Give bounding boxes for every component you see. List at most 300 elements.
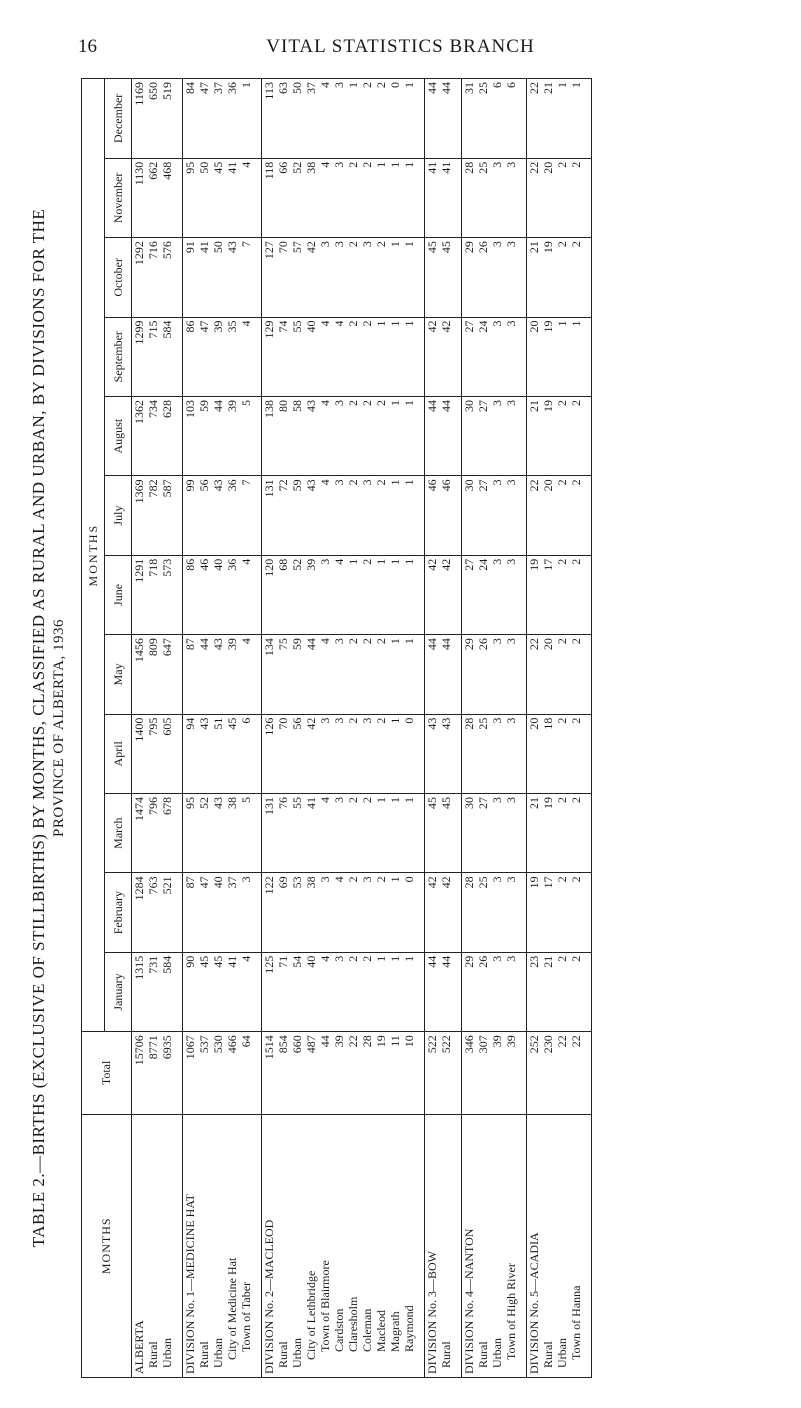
value: 3: [239, 876, 253, 883]
group-spacer: [416, 241, 424, 313]
group-spacer: [583, 1035, 591, 1110]
value: 10: [402, 1035, 416, 1048]
value: 1: [402, 82, 416, 88]
value: 2: [569, 241, 583, 248]
value: 734: [146, 399, 160, 418]
value: 75: [276, 638, 290, 651]
group-spacer: [583, 400, 591, 472]
value: 118: [262, 161, 276, 180]
group-spacer: [174, 479, 182, 551]
group-spacer: [583, 797, 591, 869]
value: 19: [527, 558, 541, 571]
value: 19: [541, 320, 555, 333]
value: 678: [160, 796, 174, 815]
month-cell: [462, 555, 527, 634]
value: 131: [262, 479, 276, 498]
value: 42: [304, 717, 318, 730]
value: 2: [360, 161, 374, 168]
month-cell: [262, 635, 425, 714]
value: 43: [425, 717, 439, 730]
group-spacer: [253, 797, 261, 869]
month-cell: [462, 238, 527, 317]
value: 1299: [132, 320, 146, 345]
value: 11: [388, 1035, 402, 1047]
row-label: DIVISION No. 3—BOW: [425, 1251, 439, 1374]
group-spacer: [174, 321, 182, 393]
value: 2: [346, 796, 360, 803]
value: 80: [276, 399, 290, 412]
value: 51: [211, 717, 225, 730]
value: 42: [439, 876, 453, 889]
value: 1: [402, 955, 416, 962]
value: 39: [225, 399, 239, 412]
value: 74: [276, 320, 290, 333]
group-spacer: [416, 559, 424, 631]
value: 125: [262, 955, 276, 974]
value: 3: [332, 717, 346, 724]
value: 1: [374, 955, 388, 962]
month-cell: [527, 396, 592, 475]
row-labels-cell: [183, 1114, 262, 1377]
group-spacer: [253, 400, 261, 472]
value: 45: [211, 955, 225, 968]
group-spacer: [453, 1035, 461, 1110]
value: 3: [332, 399, 346, 406]
value: 2: [346, 479, 360, 486]
group-spacer: [453, 241, 461, 313]
value: 29: [462, 955, 476, 968]
value: 5: [239, 796, 253, 803]
value: 38: [304, 876, 318, 889]
value: 2: [346, 320, 360, 327]
month-cell: [462, 317, 527, 396]
value: 55: [290, 796, 304, 809]
value: 587: [160, 479, 174, 498]
value: 22: [527, 479, 541, 492]
value: 131: [262, 796, 276, 815]
group-spacer: [416, 82, 424, 155]
value: 1: [388, 796, 402, 803]
row-labels-cell: [527, 1114, 592, 1377]
month-cell: [425, 158, 462, 237]
value: 25: [476, 876, 490, 889]
value: 2: [555, 161, 569, 168]
total-cell: [462, 1032, 527, 1114]
value: 3: [318, 241, 332, 248]
value: 29: [462, 638, 476, 651]
value: 1292: [132, 241, 146, 266]
month-cell: [262, 396, 425, 475]
value: 19: [374, 1035, 388, 1048]
value: 44: [425, 399, 439, 412]
value: 6: [490, 82, 504, 88]
group-spacer: [416, 400, 424, 472]
group-spacer: [253, 956, 261, 1028]
group-spacer: [174, 797, 182, 869]
group-spacer: [453, 876, 461, 948]
value: 7: [239, 241, 253, 248]
month-cell: [462, 396, 527, 475]
rotated-table-page: [25, 78, 725, 1378]
value: 20: [541, 479, 555, 492]
value: 37: [304, 82, 318, 94]
group-spacer: [253, 876, 261, 948]
row-label: Claresholm: [346, 1296, 360, 1352]
value: 59: [290, 638, 304, 651]
value: 44: [439, 399, 453, 412]
value: 44: [425, 955, 439, 968]
value: 39: [504, 1035, 518, 1048]
group-spacer: [518, 400, 526, 472]
value: 2: [374, 638, 388, 645]
value: 19: [541, 241, 555, 254]
value: 1: [388, 558, 402, 565]
value: 2: [555, 399, 569, 406]
value: 138: [262, 399, 276, 418]
value: 3: [332, 241, 346, 248]
value: 2: [555, 717, 569, 724]
month-header: February: [105, 873, 132, 952]
value: 584: [160, 320, 174, 339]
value: 4: [239, 320, 253, 327]
row-labels-cell: [132, 1114, 183, 1377]
value: 19: [541, 399, 555, 412]
value: 63: [276, 82, 290, 94]
value: 45: [197, 955, 211, 968]
value: 36: [225, 558, 239, 571]
value: 2: [374, 717, 388, 724]
month-header: May: [105, 635, 132, 714]
value: 1: [374, 558, 388, 565]
month-cell: [425, 952, 462, 1031]
row-label: Rural: [197, 1341, 211, 1368]
total-header: Total: [82, 1032, 132, 1114]
month-cell: [527, 158, 592, 237]
group-spacer: [453, 638, 461, 710]
value: 854: [276, 1035, 290, 1054]
row-label: DIVISION No. 1—MEDICINE HAT: [183, 1194, 197, 1374]
value: 2: [569, 955, 583, 962]
month-cell: [262, 714, 425, 793]
value: 3: [504, 399, 518, 406]
month-cell: [262, 793, 425, 872]
value: 537: [197, 1035, 211, 1054]
month-cell: [183, 555, 262, 634]
value: 2: [555, 479, 569, 486]
row-label: DIVISION No. 4—NANTON: [462, 1228, 476, 1374]
value: 58: [290, 399, 304, 412]
value: 30: [462, 479, 476, 492]
month-cell: [462, 873, 527, 952]
value: 3: [318, 717, 332, 724]
value: 64: [239, 1035, 253, 1048]
value: 19: [541, 796, 555, 809]
row-label: Urban: [211, 1338, 225, 1368]
value: 3: [504, 320, 518, 327]
month-cell: [425, 714, 462, 793]
value: 468: [160, 161, 174, 180]
table-title: TABLE 2.—BIRTHS (EXCLUSIVE OF STILLBIRTHS) BY MONTHS, CLASSIFIED AS RURAL AND URBAN, BY DIVISIONS FOR THE: [29, 208, 48, 1248]
group-spacer: [518, 82, 526, 155]
value: 35: [225, 320, 239, 333]
value: 1: [402, 479, 416, 486]
value: 3: [360, 876, 374, 883]
value: 87: [183, 876, 197, 889]
value: 4: [318, 955, 332, 962]
value: 27: [476, 796, 490, 809]
table-subtitle: PROVINCE OF ALBERTA, 1936: [51, 619, 67, 837]
value: 44: [439, 955, 453, 968]
group-spacer: [416, 162, 424, 234]
value: 44: [197, 638, 211, 651]
month-cell: [462, 79, 527, 159]
value: 2: [555, 558, 569, 565]
month-header: October: [105, 238, 132, 317]
value: 44: [439, 82, 453, 94]
value: 43: [211, 796, 225, 809]
value: 2: [569, 717, 583, 724]
value: 3: [490, 638, 504, 645]
group-spacer: [253, 162, 261, 234]
value: 46: [439, 479, 453, 492]
value: 22: [569, 1035, 583, 1048]
group-spacer: [174, 82, 182, 155]
value: 30: [462, 796, 476, 809]
table-row-group: [183, 79, 262, 1378]
value: 796: [146, 796, 160, 815]
month-cell: [462, 476, 527, 555]
value: 41: [439, 161, 453, 174]
value: 4: [318, 638, 332, 645]
group-spacer: [453, 479, 461, 551]
value: 31: [462, 82, 476, 94]
value: 45: [225, 717, 239, 730]
value: 3: [504, 717, 518, 724]
row-label: City of Medicine Hat: [225, 1257, 239, 1360]
value: 2: [374, 876, 388, 883]
value: 466: [225, 1035, 239, 1054]
value: 50: [290, 82, 304, 94]
value: 95: [183, 796, 197, 809]
value: 3: [360, 241, 374, 248]
month-header: June: [105, 555, 132, 634]
value: 24: [476, 320, 490, 333]
value: 2: [346, 955, 360, 962]
value: 3: [490, 241, 504, 248]
value: 1: [402, 796, 416, 803]
value: 22: [527, 161, 541, 174]
value: 50: [211, 241, 225, 254]
value: 1: [388, 479, 402, 486]
value: 731: [146, 955, 160, 974]
value: 1: [388, 241, 402, 248]
value: 41: [225, 161, 239, 174]
month-cell: [462, 714, 527, 793]
value: 17: [541, 876, 555, 889]
month-header: August: [105, 396, 132, 475]
row-label: DIVISION No. 2—MACLEOD: [262, 1219, 276, 1374]
value: 647: [160, 638, 174, 657]
value: 66: [276, 161, 290, 174]
table-row-group: [425, 79, 462, 1378]
value: 1: [388, 161, 402, 168]
group-spacer: [518, 876, 526, 948]
group-spacer: [253, 1118, 261, 1374]
group-spacer: [583, 876, 591, 948]
row-label: Rural: [541, 1341, 555, 1368]
value: 21: [541, 955, 555, 968]
value: 43: [439, 717, 453, 730]
group-spacer: [453, 559, 461, 631]
value: 3: [360, 717, 374, 724]
month-cell: [462, 158, 527, 237]
value: 42: [425, 320, 439, 333]
value: 25: [476, 161, 490, 174]
value: 3: [490, 479, 504, 486]
value: 2: [569, 479, 583, 486]
group-spacer: [453, 718, 461, 790]
value: 1: [402, 638, 416, 645]
value: 1: [402, 161, 416, 168]
value: 1130: [132, 161, 146, 186]
month-cell: [425, 317, 462, 396]
month-cell: [183, 952, 262, 1031]
month-cell: [132, 714, 183, 793]
value: 3: [504, 796, 518, 803]
value: 2: [569, 161, 583, 168]
value: 662: [146, 161, 160, 180]
row-labels-cell: [462, 1114, 527, 1377]
row-label: Rural: [476, 1341, 490, 1368]
value: 2: [346, 161, 360, 168]
value: 40: [211, 876, 225, 889]
value: 21: [527, 241, 541, 254]
value: 42: [425, 558, 439, 571]
month-cell: [262, 238, 425, 317]
value: 122: [262, 876, 276, 895]
row-label: Town of Blairmore: [318, 1260, 332, 1352]
group-spacer: [416, 1118, 424, 1374]
month-cell: [527, 555, 592, 634]
row-label: ALBERTA: [132, 1320, 146, 1374]
value: 20: [541, 161, 555, 174]
value: 2: [569, 399, 583, 406]
value: 86: [183, 320, 197, 333]
value: 45: [439, 241, 453, 254]
month-cell: [527, 317, 592, 396]
row-label: Town of Taber: [239, 1281, 253, 1352]
value: 68: [276, 558, 290, 571]
value: 3: [332, 638, 346, 645]
value: 2: [555, 796, 569, 803]
group-spacer: [583, 638, 591, 710]
month-header: November: [105, 158, 132, 237]
value: 22: [527, 638, 541, 651]
month-cell: [262, 952, 425, 1031]
group-spacer: [253, 1035, 261, 1110]
value: 4: [318, 320, 332, 327]
value: 17: [541, 558, 555, 571]
value: 55: [290, 320, 304, 333]
row-label: Urban: [160, 1338, 174, 1368]
group-spacer: [518, 718, 526, 790]
value: 72: [276, 479, 290, 492]
month-cell: [262, 476, 425, 555]
month-cell: [132, 635, 183, 714]
value: 1284: [132, 876, 146, 901]
value: 47: [197, 320, 211, 333]
value: 1: [346, 82, 360, 88]
value: 650: [146, 82, 160, 100]
value: 2: [360, 320, 374, 327]
value: 44: [425, 82, 439, 94]
value: 3: [490, 161, 504, 168]
value: 27: [462, 558, 476, 571]
value: 40: [304, 955, 318, 968]
value: 2: [555, 955, 569, 962]
group-spacer: [583, 718, 591, 790]
value: 487: [304, 1035, 318, 1054]
row-label: DIVISION No. 5—ACADIA: [527, 1232, 541, 1374]
value: 129: [262, 320, 276, 339]
value: 2: [346, 717, 360, 724]
group-spacer: [518, 321, 526, 393]
group-spacer: [518, 1035, 526, 1110]
value: 3: [490, 876, 504, 883]
value: 59: [290, 479, 304, 492]
value: 0: [388, 82, 402, 88]
value: 44: [439, 638, 453, 651]
value: 39: [332, 1035, 346, 1048]
value: 22: [346, 1035, 360, 1048]
value: 28: [462, 876, 476, 889]
month-header: January: [105, 952, 132, 1031]
group-spacer: [253, 241, 261, 313]
value: 4: [239, 638, 253, 645]
value: 45: [211, 161, 225, 174]
month-cell: [132, 555, 183, 634]
value: 29: [462, 241, 476, 254]
value: 2: [555, 638, 569, 645]
value: 36: [225, 479, 239, 492]
value: 1315: [132, 955, 146, 980]
value: 23: [527, 955, 541, 968]
value: 18: [541, 717, 555, 730]
group-spacer: [174, 638, 182, 710]
group-spacer: [453, 400, 461, 472]
value: 39: [225, 638, 239, 651]
value: 47: [197, 82, 211, 94]
value: 1: [402, 558, 416, 565]
value: 2: [569, 558, 583, 565]
group-spacer: [518, 479, 526, 551]
value: 1474: [132, 796, 146, 821]
value: 1169: [132, 82, 146, 106]
group-spacer: [416, 956, 424, 1028]
month-cell: [462, 952, 527, 1031]
value: 3: [318, 558, 332, 565]
group-spacer: [518, 797, 526, 869]
value: 1456: [132, 638, 146, 663]
value: 307: [476, 1035, 490, 1054]
value: 3: [490, 558, 504, 565]
value: 42: [304, 241, 318, 254]
value: 3: [360, 479, 374, 486]
month-cell: [527, 238, 592, 317]
row-label: Coleman: [360, 1308, 374, 1352]
value: 3: [332, 82, 346, 88]
row-label: Magrath: [388, 1311, 402, 1352]
